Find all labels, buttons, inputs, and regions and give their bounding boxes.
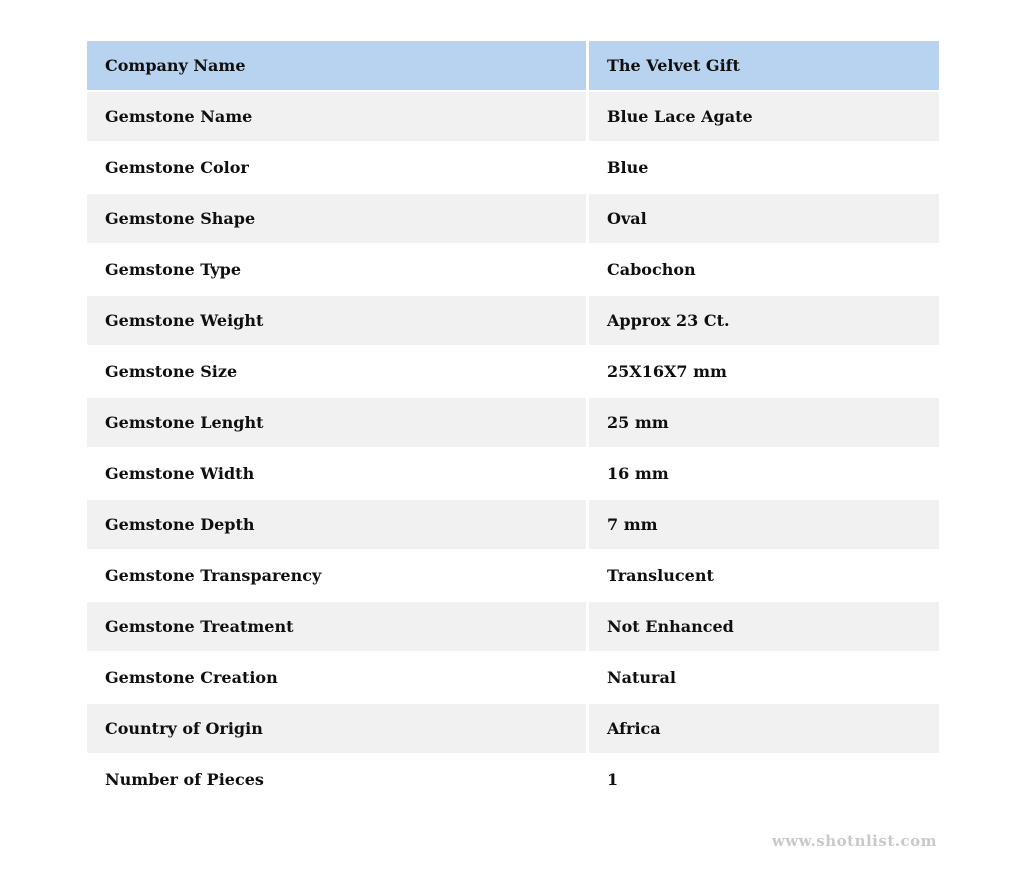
row-value: Not Enhanced [589,602,939,651]
row-label: Number of Pieces [105,770,264,789]
row-label: Gemstone Shape [87,194,586,243]
row-value: 16 mm [607,464,669,483]
row-value: Cabochon [607,260,696,279]
table-row [87,449,939,498]
table-row [87,347,939,396]
row-label: Gemstone Creation [105,668,278,687]
row-value: Blue [607,158,649,177]
row-label: Gemstone Weight [87,296,586,345]
row-label: Gemstone Name [87,92,586,141]
spec-table [87,41,939,806]
header-company-label: Company Name [87,41,586,90]
row-value: 25 mm [589,398,939,447]
row-value: Africa [589,704,939,753]
table-row [87,398,939,447]
row-value: Oval [589,194,939,243]
row-label: Gemstone Lenght [87,398,586,447]
header-company-value: The Velvet Gift [589,41,939,90]
table-row [87,92,939,141]
row-value: 7 mm [589,500,939,549]
row-value: Approx 23 Ct. [589,296,939,345]
table-row [87,245,939,294]
table-row [87,194,939,243]
row-label: Gemstone Type [105,260,242,279]
row-value: Blue Lace Agate [589,92,939,141]
table-row [87,143,939,192]
row-label: Gemstone Size [105,362,238,381]
table-row [87,704,939,753]
row-value: Translucent [607,566,714,585]
row-label: Country of Origin [87,704,586,753]
row-label: Gemstone Treatment [87,602,586,651]
watermark: www.shotnlist.com [771,832,937,850]
row-label: Gemstone Transparency [105,566,322,585]
row-value: Natural [607,668,676,687]
table-body [87,92,939,804]
row-value: 1 [607,770,619,789]
table-row [87,653,939,702]
table-header-row [87,41,939,90]
row-value: 25X16X7 mm [607,362,727,381]
row-label: Gemstone Width [105,464,255,483]
row-label: Gemstone Color [105,158,249,177]
table-row [87,755,939,804]
table-row [87,602,939,651]
table-row [87,551,939,600]
row-label: Gemstone Depth [87,500,586,549]
table-row [87,296,939,345]
table-row [87,500,939,549]
